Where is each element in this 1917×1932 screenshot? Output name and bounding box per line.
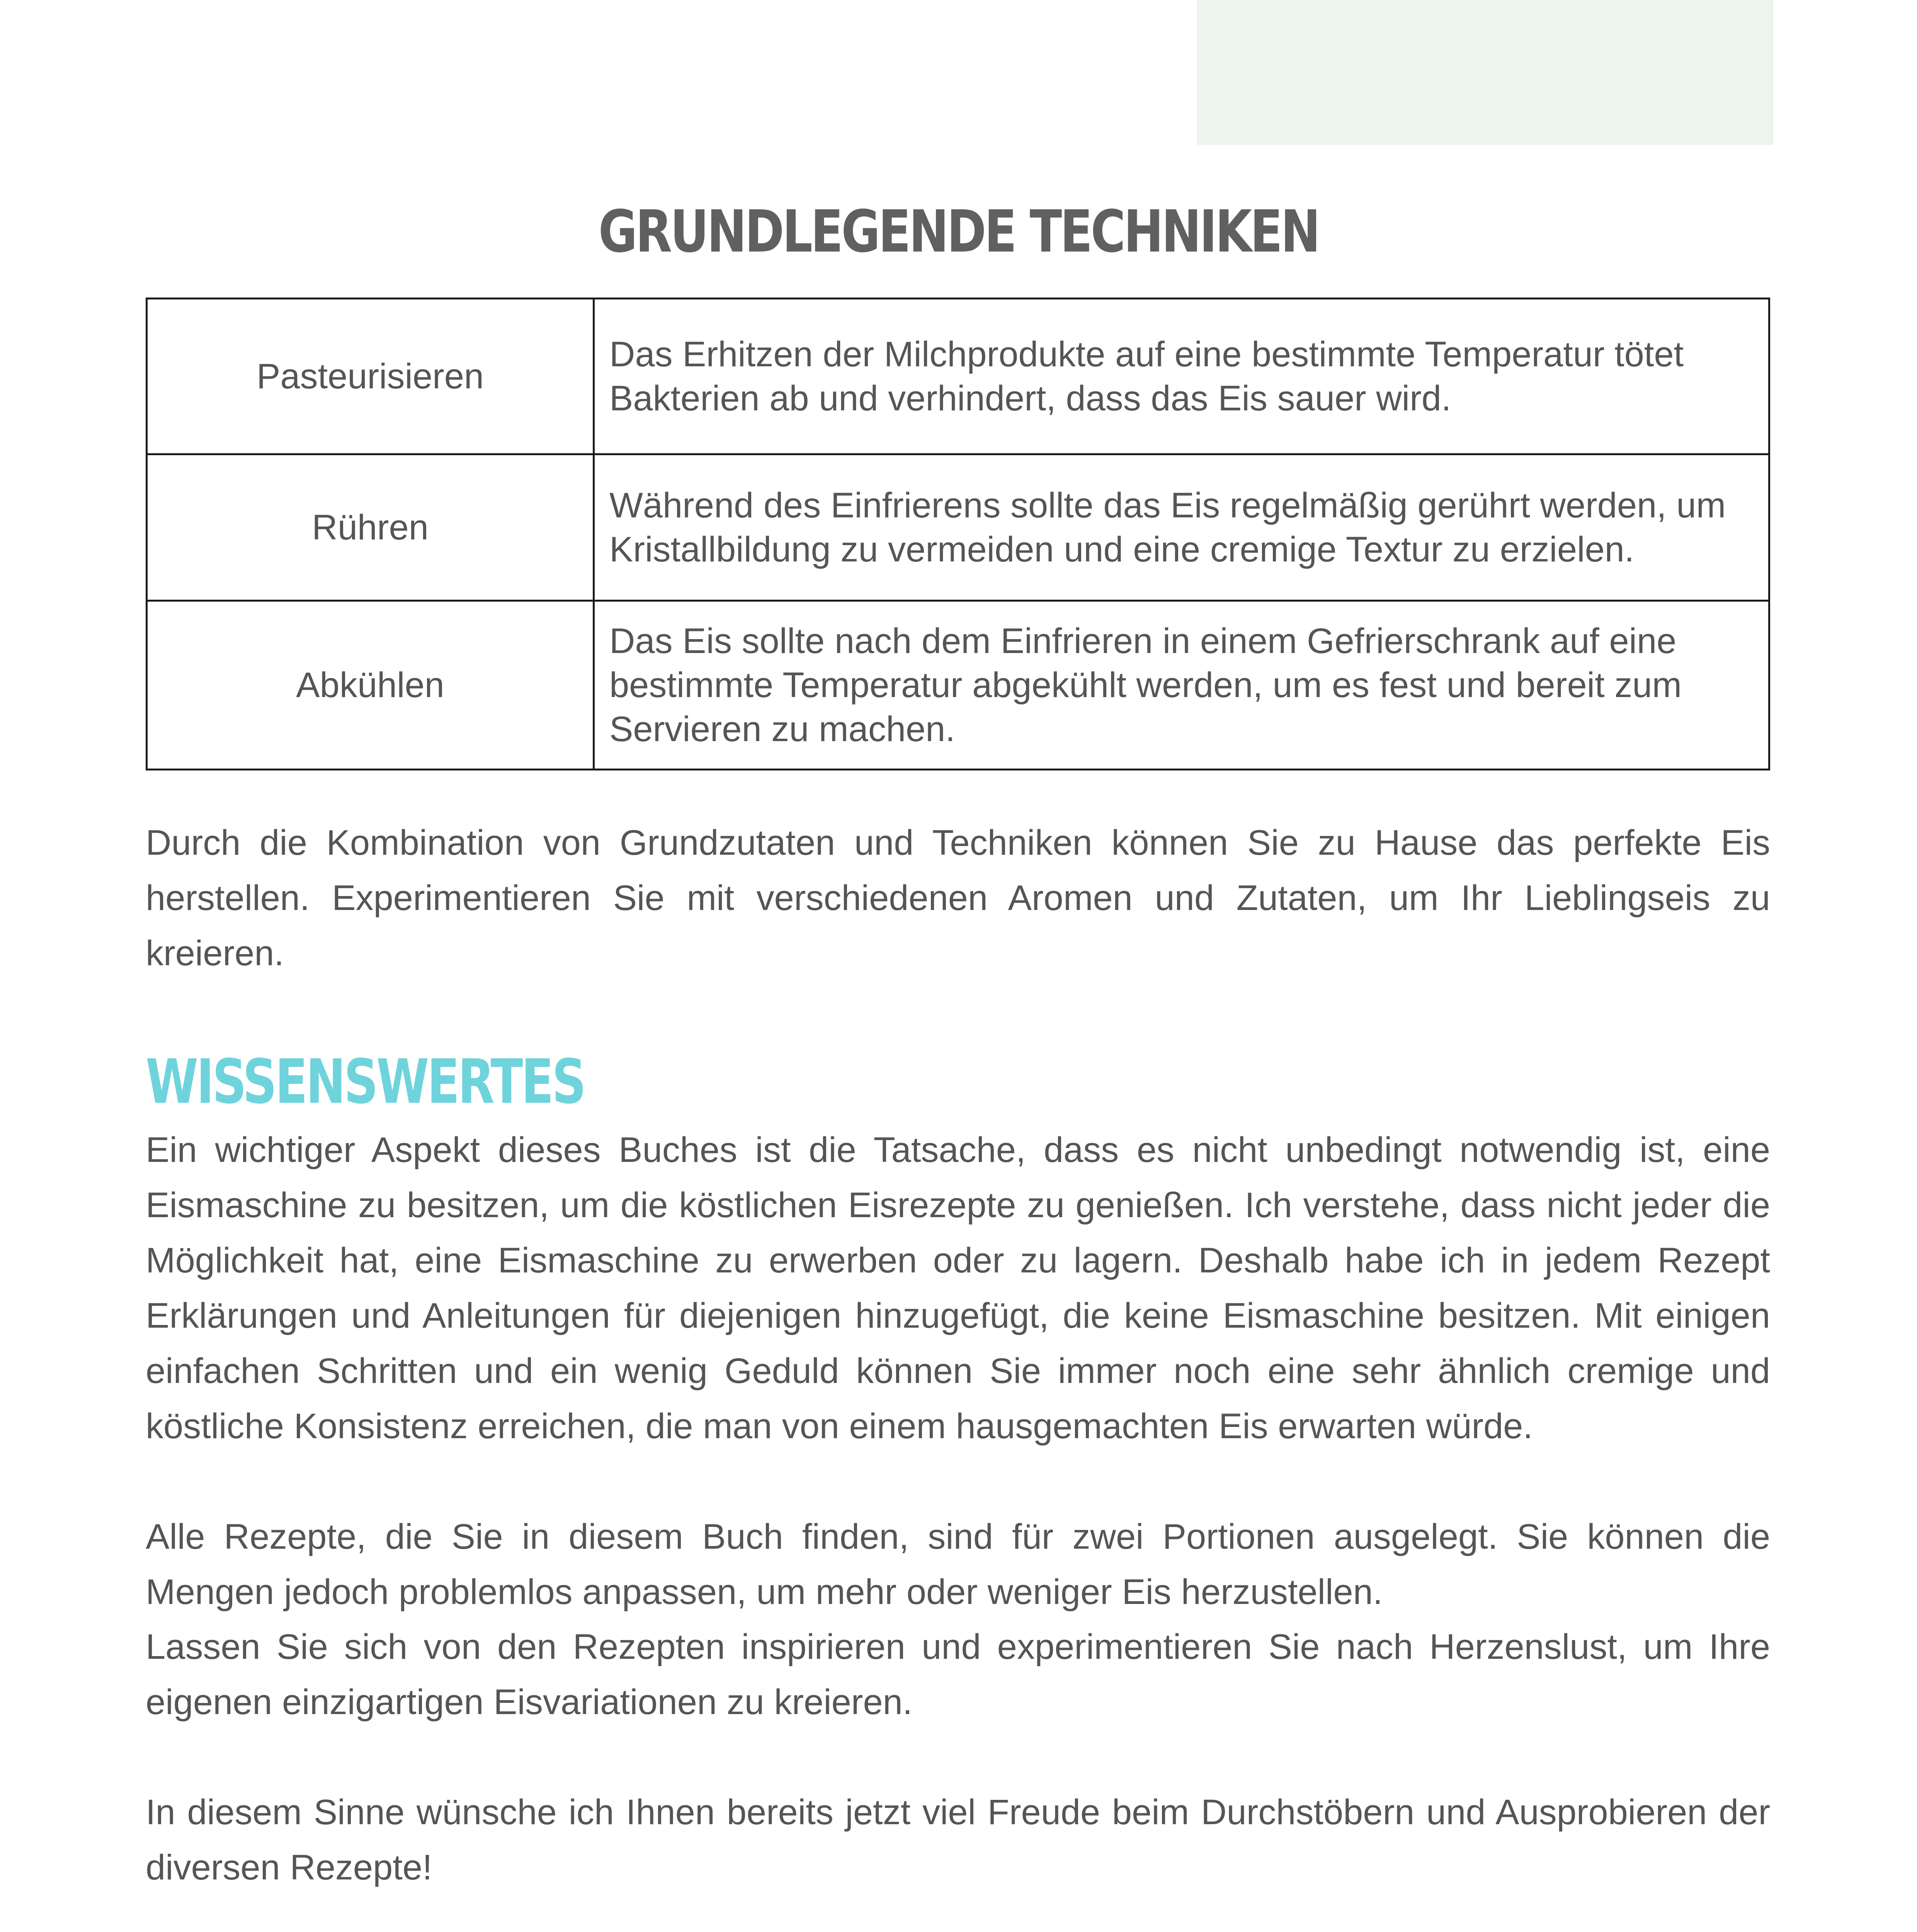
wissenswertes-paragraph: Lassen Sie sich von den Rezepten inspirieren und experimentieren Sie nach Herzenslust, um Ihre eigenen einzigartigen Eisvariationen zu kreieren. — [146, 1627, 1770, 1722]
technique-term: Rühren — [147, 454, 594, 601]
section-title: GRUNDLEGENDE TECHNIKEN — [598, 198, 1319, 265]
decorative-corner-block — [1197, 0, 1773, 145]
wissenswertes-paragraph: Ein wichtiger Aspekt dieses Buches ist die Tatsache, dass es nicht unbedingt notwendig ist, eine Eismaschine zu besitzen, um die köstlichen Eisrezepte zu genießen. Ich verstehe, dass nicht jeder die Möglichkeit hat, eine Eismaschine zu erwerben oder zu lagern. Deshalb habe ich in jedem Rezept Erklärungen und Anleitungen für diejenigen hinzugefügt, die keine Eismaschine besitzen. Mit einigen einfachen Schritten und ein wenig Geduld können Sie immer noch eine sehr ähnlich cremige und köstliche Konsistenz erreichen, die man von einem hausgemachten Eis erwarten würde. — [146, 1130, 1770, 1446]
wissenswertes-heading: WISSENSWERTES — [146, 1046, 585, 1117]
table-row — [147, 299, 1769, 454]
technique-description: Während des Einfrierens sollte das Eis regelmäßig gerührt werden, um Kristallbildung zu vermeiden und eine cremige Textur zu erzielen. — [594, 454, 1769, 601]
technique-term: Pasteurisieren — [147, 299, 594, 454]
wissenswertes-paragraph: Alle Rezepte, die Sie in diesem Buch finden, sind für zwei Portionen ausgelegt. Sie können die Mengen jedoch problemlos anpassen, um mehr oder weniger Eis herzustellen. — [146, 1517, 1770, 1612]
techniques-table — [146, 298, 1770, 770]
table-row — [147, 454, 1769, 601]
table-row — [147, 601, 1769, 770]
technique-description: Das Eis sollte nach dem Einfrieren in einem Gefrierschrank auf eine bestimmte Temperatur abgekühlt werden, um es fest und bereit zum Servieren zu machen. — [594, 601, 1769, 770]
wissenswertes-paragraph: In diesem Sinne wünsche ich Ihnen bereits jetzt viel Freude beim Durchstöbern und Ausprobieren der diversen Rezepte! — [146, 1793, 1770, 1887]
technique-term: Abkühlen — [147, 601, 594, 770]
technique-description: Das Erhitzen der Milchprodukte auf eine bestimmte Temperatur tötet Bakterien ab und verhindert, dass das Eis sauer wird. — [594, 299, 1769, 454]
intro-paragraph: Durch die Kombination von Grundzutaten und Techniken können Sie zu Hause das perfekte Eis herstellen. Experimentieren Sie mit verschiedenen Aromen und Zutaten, um Ihr Lieblingseis zu kreieren. — [146, 823, 1770, 973]
